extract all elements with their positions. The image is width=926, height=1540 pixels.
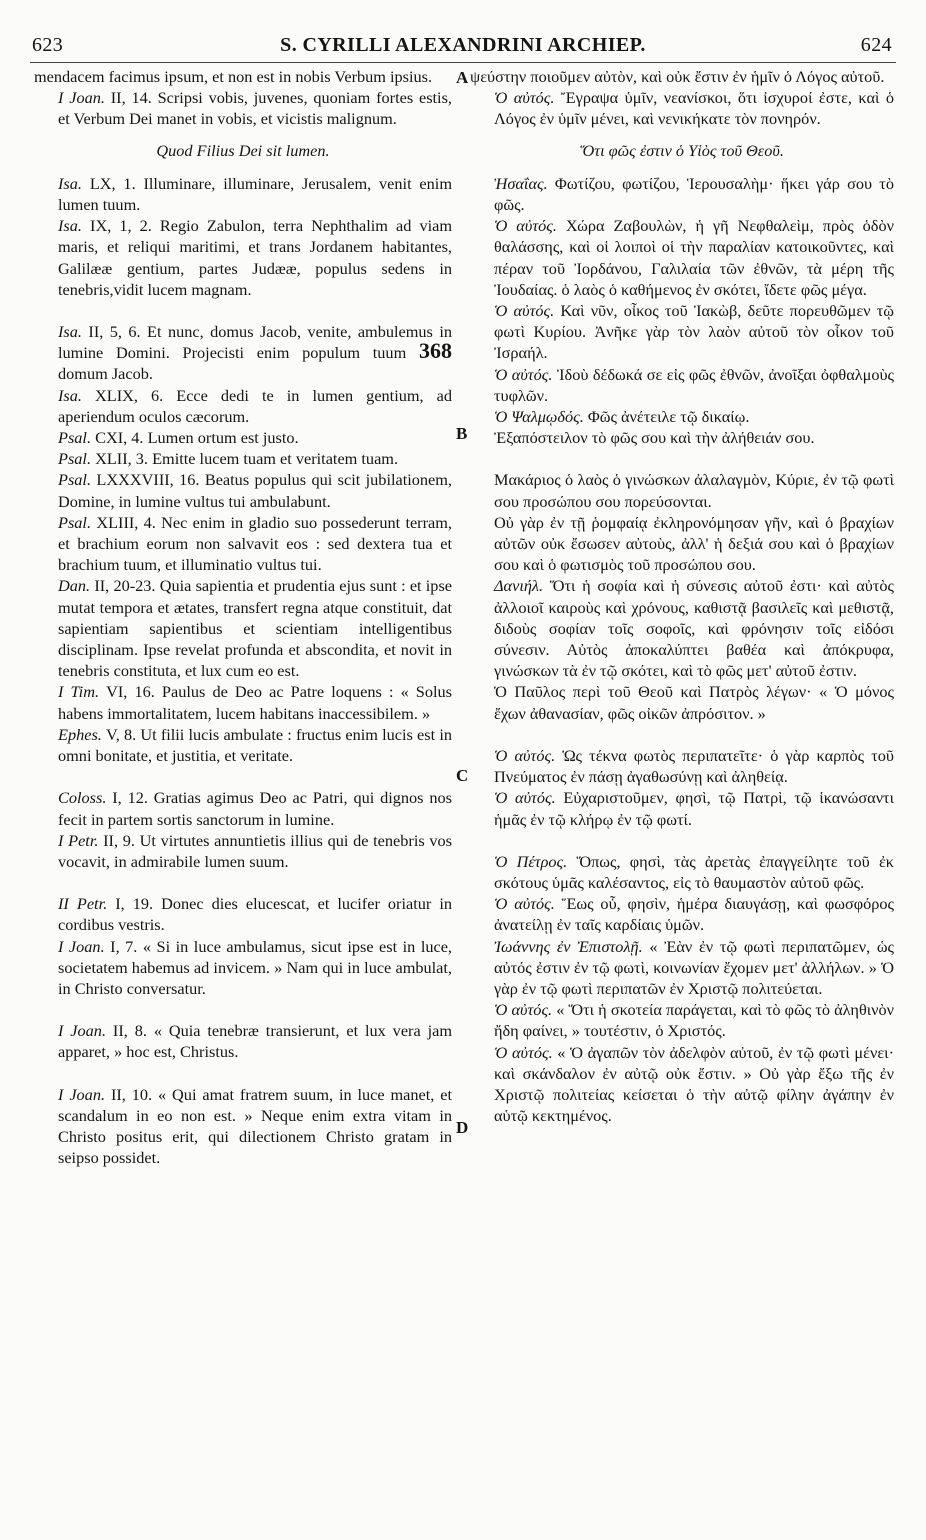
greek-paragraph: Ἰωάννης ἐν Ἐπιστολῇ. « Ἐὰν ἐν τῷ φωτὶ περιπατῶμεν, ὡς αὐτός ἐστιν ἐν τῷ φωτὶ, κοινωνίαν ἔχομεν μετ' ἀλλήλων. » Ὁ γὰρ ἐν τῷ φωτὶ περιπατῶν ἐν Χριστῷ πολιτεύεται. [494,936,894,998]
greek-paragraph: Ὁ αὐτός. Εὐχαριστοῦμεν, φησὶ, τῷ Πατρὶ, τῷ ἱκανώσαντι ἡμᾶς ἐν τῷ κλήρῳ ἐν τῷ φωτί. [494,788,894,829]
latin-paragraph: Psal. XLIII, 4. Nec enim in gladio suo possederunt terram, et brachium eorum non salvavit eos : sed dextera tua et brachium tuum, et illuminatio vultus tui. [58,512,452,575]
margin-letter-d: D [456,1118,469,1137]
latin-paragraph: Isa. LX, 1. Illuminare, illuminare, Jerusalem, venit enim lumen tuum. [58,173,452,215]
latin-paragraph: I Joan. I, 7. « Si in luce ambulamus, sicut ipse est in luce, societatem habemus ad invicem. » Nam qui in luce ambulat, in Christo conversatur. [58,936,453,998]
greek-paragraph: Ὁ αὐτός. « Ὁ ἀγαπῶν τὸν ἀδελφὸν αὐτοῦ, ἐν τῷ φωτὶ μένει· καὶ σκάνδαλον ἐν αὐτῷ οὐκ ἔστιν. » Οὐ γὰρ ἔξω τῆς ἐν Χριστῷ πολιτείας κείσεται ὁ τὴν αὐτῷ φίλην ἀγάπην ἐν αὑτῷ κεκτημένος. [494,1042,894,1126]
page-number-left: 623 [32,34,64,56]
greek-paragraph: Ὁ Παῦλος περὶ τοῦ Θεοῦ καὶ Πατρὸς λέγων· « Ὁ μόνος ἔχων ἀθανασίαν, φῶς οἰκῶν ἀπρόσιτον. » [494,682,894,723]
greek-paragraph: Μακάριος ὁ λαὸς ὁ γινώσκων ἀλαλαγμὸν, Κύριε, ἐν τῷ φωτὶ σου προσώπου σου πορεύσονται. [494,470,894,511]
margin-letter-c: C [456,766,469,785]
latin-paragraph: I Petr. II, 9. Ut virtutes annuntietis illius qui de tenebris vos vocavit, in admirabile lumen suum. [58,830,452,871]
greek-paragraph: Ὁ αὐτός. Ὡς τέκνα φωτὸς περιπατεῖτε· ὁ γὰρ καρπὸς τοῦ Πνεύματος ἐν πάσῃ ἀγαθωσύνῃ καὶ ἀληθείᾳ. [494,745,894,787]
greek-paragraph: Ἡσαΐας. Φωτίζου, φωτίζου, Ἱερουσαλὴμ· ἥκει γάρ σου τὸ φῶς. [494,173,894,215]
latin-paragraph: Isa. IX, 1, 2. Regio Zabulon, terra Nephthalim ad viam maris, et reliqui maritimi, et trans Jordanem habitantes, Galilææ gentium, partes Judææ, populus sedens in tenebris,vidit lucem magnam. [58,216,453,299]
greek-paragraph: ψεύστην ποιοῦμεν αὐτὸν, καὶ οὐκ ἔστιν ἐν ἡμῖν ὁ Λόγος αὐτοῦ. [470,67,885,86]
latin-paragraph: I Tim. VI, 16. Paulus de Deo ac Patre loquens : « Solus habens immortalitatem, lucem habitans inaccessibilem. » [58,682,452,723]
latin-paragraph: Ephes. V, 8. Ut filii lucis ambulate : fructus enim lucis est in omni bonitate, et justitia, et veritate. [58,724,452,766]
latin-paragraph: Coloss. I, 12. Gratias agimus Deo ac Patri, qui dignos nos fecit in partem sortis sanctorum in lumine. [58,788,452,829]
section-title-greek: Ὅτι φῶς ἐστιν ὁ Υἱὸς τοῦ Θεοῦ. [580,140,784,160]
greek-paragraph: Ὁ Ψαλμῳδός. Φῶς ἀνέτειλε τῷ δικαίῳ. [494,407,750,427]
margin-letter-b: B [456,424,468,443]
latin-paragraph: I Joan. II, 8. « Quia tenebræ transierunt, et lux vera jam apparet, » hoc est, Christus. [58,1021,452,1062]
running-title: S. CYRILLI ALEXANDRINI ARCHIEP. [280,34,646,56]
latin-paragraph: II Petr. I, 19. Donec dies elucescat, et lucifer oriatur in cordibus vestris. [58,894,452,935]
greek-paragraph: Οὐ γὰρ ἐν τῇ ῥομφαίᾳ ἐκληρονόμησαν γῆν, καὶ ὁ βραχίων αὐτῶν οὐκ ἔσωσεν αὐτοὺς, ἀλλ' ἡ δεξιά σου καὶ ὁ βραχίων σου καὶ ὁ φωτισμὸς τοῦ προσώπου σου. [494,512,894,575]
latin-paragraph: I Joan. II, 10. « Qui amat fratrem suum, in luce manet, et scandalum in eo non est. » Neque enim extra vitam in Christo positus erit, qui dilectionem Christo gratam in seipso possidet. [58,1084,453,1168]
latin-column [34,66,452,1168]
latin-paragraph: Psal. LXXXVIII, 16. Beatus populus qui scit jubilationem, Domine, in lumine vultus tui ambulabunt. [58,470,453,511]
margin-letter-a: A [456,68,469,87]
greek-paragraph: Ὁ αὐτός. Ἰδοὺ δέδωκά σε εἰς φῶς ἐθνῶν, ἀνοῖξαι ὀφθαλμοὺς τυφλῶν. [494,364,894,405]
latin-paragraph: Isa. XLIX, 6. Ecce dedi te in lumen gentium, ad aperiendum oculos cæcorum. [58,385,453,426]
greek-paragraph: Δανιήλ. Ὅτι ἡ σοφία καὶ ἡ σύνεσις αὐτοῦ ἐστι· καὶ αὐτὸς ἀλλοιοῖ καιροὺς καὶ χρόνους, καθιστᾷ βασιλεῖς καὶ μεθιστᾷ, διδοὺς σοφίαν τοῖς σοφοῖς, καὶ φρόνησιν τοῖς εἰδόσι σύνεσιν. Αὐτὸς ἀποκαλύπτει βαθέα καὶ ἀπόκρυφα, γινώσκων τὰ ἐν τῷ σκότει, καὶ τὸ φῶς μετ' αὐτοῦ ἐστιν. [494,576,894,681]
header-rule [30,62,896,63]
latin-paragraph: mendacem facimus ipsum, et non est in nobis Verbum ipsius. [34,67,433,86]
greek-paragraph: Ὁ αὐτός. Καὶ νῦν, οἶκος τοῦ Ἰακὼβ, δεῦτε πορευθῶμεν τῷ φωτὶ Κυρίου. Ἀνῆκε γὰρ τὸν λαὸν αὐτοῦ τὸν οἶκον τοῦ Ἰσραήλ. [494,301,894,363]
greek-paragraph: Ὁ αὐτός. « Ὅτι ἡ σκοτεία παράγεται, καὶ τὸ φῶς τὸ ἀληθινὸν ἤδη φαίνει, » τουτέστιν, ὁ Χριστός. [494,1000,894,1041]
greek-paragraph: Ὁ αὐτός. Χώρα Ζαβουλὼν, ἡ γῆ Νεφθαλεὶμ, πρὸς ὁδὸν θαλάσσης, καὶ οἱ λοιποὶ οἱ τὴν παραλίαν κατοικοῦντες, καὶ πέραν τοῦ Ἰορδάνου, Γαλιλαία τῶν ἐθνῶν, τὰ μέρη τῆς Ἰουδαίας. ὁ λαὸς ὁ καθήμενος ἐν σκότει, ἴδετε φῶς μέγα. [494,216,894,299]
latin-paragraph: Dan. II, 20-23. Quia sapientia et prudentia ejus sunt : et ipse mutat tempora et ætates, transfert regna atque constituit, dat sapientiam sapientibus et scientiam intelligentibus disciplinam. Ipse revelat profunda et abscondita, et novit in tenebris constituta, et lux cum eo est. [58,576,453,681]
greek-paragraph: Ὁ αὐτός. Ἕως οὗ, φησὶν, ἡμέρα διαυγάσῃ, καὶ φωσφόρος ἀνατείλῃ ἐν ταῖς καρδίαις ὑμῶν. [494,894,894,935]
greek-column [470,66,894,1126]
latin-paragraph: I Joan. II, 14. Scripsi vobis, juvenes, quoniam fortes estis, et Verbum Dei manet in vobis, et vicistis malignum. [58,88,452,129]
page-number-right: 624 [860,34,892,56]
section-title-latin: Quod Filius Dei sit lumen. [156,140,330,160]
latin-paragraph: Isa. II, 5, 6. Et nunc, domus Jacob, venite, ambulemus in lumine Domini. Projecisti enim populum tuum 368 domum Jacob. [58,322,452,384]
greek-paragraph: Ὁ αὐτός. Ἔγραψα ὑμῖν, νεανίσκοι, ὅτι ἰσχυροί ἐστε, καὶ ὁ Λόγος ἐν ὑμῖν μένει, καὶ νενικήκατε τὸν πονηρόν. [494,88,894,129]
greek-paragraph: Ἐξαπόστειλον τὸ φῶς σου καὶ τὴν ἀλήθειάν σου. [494,428,815,448]
latin-paragraph: Psal. CXI, 4. Lumen ortum est justo. [58,428,299,448]
latin-paragraph: Psal. XLII, 3. Emitte lucem tuam et veritatem tuam. [58,449,399,469]
column-number: 368 [419,338,452,364]
greek-paragraph: Ὁ Πέτρος. Ὅπως, φησὶ, τὰς ἀρετὰς ἐπαγγείλητε τοῦ ἐκ σκότους ὑμᾶς καλέσαντος, εἰς τὸ θαυμαστὸν αὐτοῦ φῶς. [494,851,894,892]
